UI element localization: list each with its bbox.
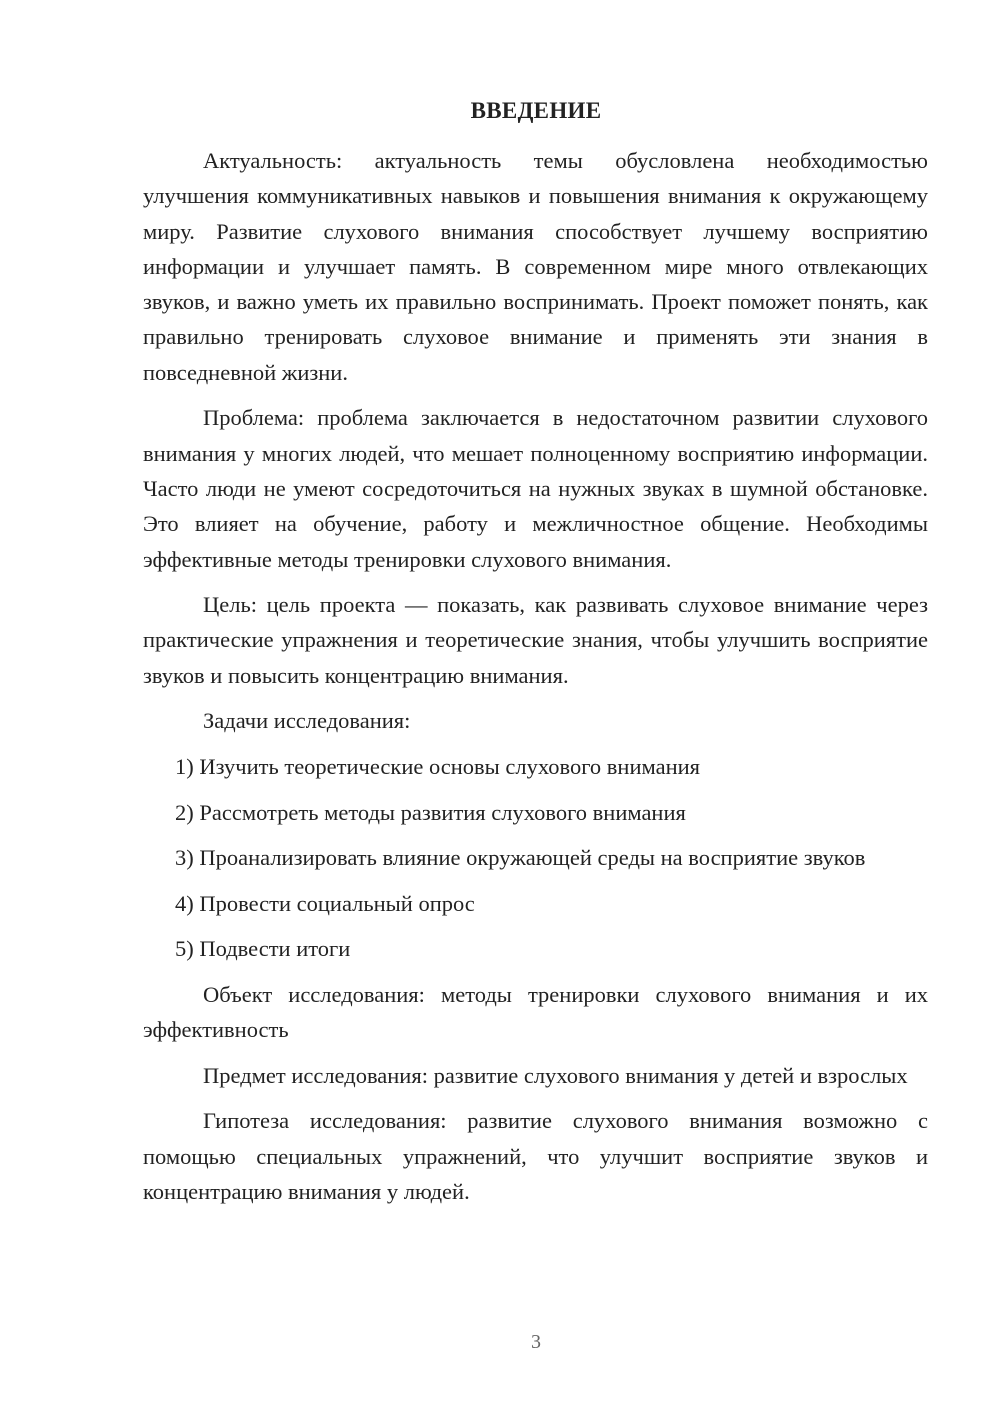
task-item-5: 5) Подвести итоги (175, 936, 351, 962)
task-item-2: 2) Рассмотреть методы развития слухового внимания (175, 799, 686, 825)
paragraph-object: Объект исследования: методы тренировки слухового внимания и их эффективность (143, 981, 928, 1043)
paragraph-hypothesis: Гипотеза исследования: развитие слухового внимания возможно с помощью специальных упражнений, что улучшит восприятие звуков и концентрацию внимания у людей. (143, 1108, 928, 1204)
page-number: 3 (531, 1331, 541, 1353)
task-item-3: 3) Проанализировать влияние окружающей среды на восприятие звуков (175, 845, 866, 871)
document-body (143, 143, 928, 1209)
task-item-1: 1) Изучить теоретические основы слухового внимания (175, 753, 701, 779)
paragraph-subject: Предмет исследования: развитие слухового внимания у детей и взрослых (203, 1062, 908, 1088)
paragraph-problem: Проблема: проблема заключается в недостаточном развитии слухового внимания у многих людей, что мешает полноценному восприятию информации. Часто люди не умеют сосредоточиться на нужных звуках в шумной обстановке. Это влияет на обучение, работу и межличностное общение. Необходимы эффективные методы тренировки слухового внимания. (143, 405, 928, 572)
tasks-heading: Задачи исследования: (203, 708, 411, 734)
section-title: ВВЕДЕНИЕ (470, 98, 602, 123)
paragraph-relevance: Актуальность: актуальность темы обусловлена необходимостью улучшения коммуникативных навыков и повышения внимания к окружающему миру. Развитие слухового внимания способствует лучшему восприятию информации и улучшает память. В современном мире много отвлекающих звуков, и важно уметь их правильно воспринимать. Проект поможет понять, как правильно тренировать слуховое внимание и применять эти знания в повседневной жизни. (143, 148, 928, 385)
task-item-4: 4) Провести социальный опрос (175, 890, 475, 916)
paragraph-goal: Цель: цель проекта — показать, как развивать слуховое внимание через практические упражнения и теоретические знания, чтобы улучшить восприятие звуков и повысить концентрацию внимания. (143, 592, 928, 688)
